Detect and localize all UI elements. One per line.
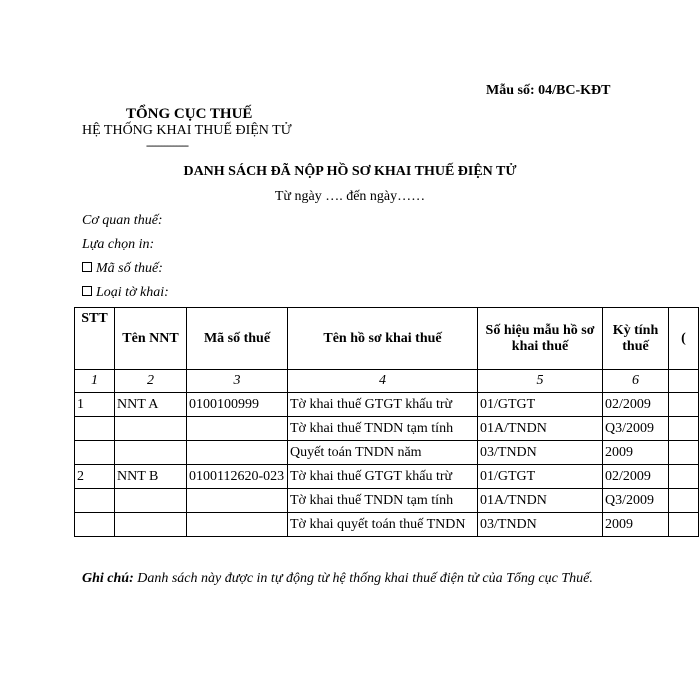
declarations-table — [74, 307, 699, 537]
column-number: 1 — [75, 370, 115, 393]
column-header: Tên NNT — [115, 308, 187, 370]
table-cell: 02/2009 — [603, 465, 669, 489]
column-number: 4 — [288, 370, 478, 393]
table-cell: 0100112620-023 — [187, 465, 288, 489]
table-cell: NNT B — [115, 465, 187, 489]
table-cell — [115, 441, 187, 465]
table-row — [75, 441, 699, 465]
table-cell: 1 — [75, 393, 115, 417]
print-choice-label: Lựa chọn in: — [82, 237, 155, 252]
table-cell: 01A/TNDN — [478, 489, 603, 513]
declaration-type-option-label: Loại tờ khai: — [96, 285, 169, 300]
column-header: STT — [75, 308, 115, 370]
table-row — [75, 393, 699, 417]
table-cell: Quyết toán TNDN năm — [288, 441, 478, 465]
table-cell: 02/2009 — [603, 393, 669, 417]
table-cell — [187, 513, 288, 537]
table-cell — [187, 417, 288, 441]
column-header: Số hiệu mẫu hồ sơ khai thuế — [478, 308, 603, 370]
table-cell — [669, 489, 699, 513]
table-cell — [115, 489, 187, 513]
checkbox-icon[interactable] — [82, 262, 92, 272]
table-cell: Tờ khai thuế TNDN tạm tính — [288, 489, 478, 513]
table-row — [75, 489, 699, 513]
table-cell: 2 — [75, 465, 115, 489]
table-cell: 0100100999 — [187, 393, 288, 417]
footnote-label: Ghi chú: — [82, 571, 134, 586]
column-number — [669, 370, 699, 393]
column-header: Mã số thuế — [187, 308, 288, 370]
table-cell: Tờ khai thuế GTGT khấu trừ — [288, 393, 478, 417]
document-title: DANH SÁCH ĐÃ NỘP HỒ SƠ KHAI THUẾ ĐIỆN TỬ — [183, 164, 517, 179]
column-number: 5 — [478, 370, 603, 393]
table-cell — [115, 417, 187, 441]
table-cell: NNT A — [115, 393, 187, 417]
footnote — [82, 570, 622, 588]
table-cell: 01/GTGT — [478, 393, 603, 417]
table-cell — [669, 465, 699, 489]
table-cell — [75, 513, 115, 537]
table-cell — [669, 417, 699, 441]
table-cell: 03/TNDN — [478, 441, 603, 465]
table-cell: Tờ khai thuế GTGT khấu trừ — [288, 465, 478, 489]
tax-code-option[interactable] — [82, 261, 163, 277]
table-cell: 01A/TNDN — [478, 417, 603, 441]
table-cell: 03/TNDN — [478, 513, 603, 537]
form-code: Mẫu số: 04/BC-KĐT — [486, 83, 611, 98]
table-cell: 01/GTGT — [478, 465, 603, 489]
system-name: HỆ THỐNG KHAI THUẾ ĐIỆN TỬ — [82, 123, 292, 138]
table-cell: 2009 — [603, 513, 669, 537]
table-cell — [75, 441, 115, 465]
column-header: Kỳ tính thuế — [603, 308, 669, 370]
table-cell — [75, 489, 115, 513]
table-cell — [669, 513, 699, 537]
column-header: ( — [669, 308, 699, 370]
column-number: 6 — [603, 370, 669, 393]
table-cell: Tờ khai quyết toán thuế TNDN — [288, 513, 478, 537]
column-header: Tên hồ sơ khai thuế — [288, 308, 478, 370]
declaration-type-option[interactable] — [82, 285, 169, 301]
table-cell: 2009 — [603, 441, 669, 465]
org-name: TỔNG CỤC THUẾ — [126, 106, 253, 122]
table-row — [75, 465, 699, 489]
column-number: 2 — [115, 370, 187, 393]
table-row — [75, 513, 699, 537]
table-cell — [187, 441, 288, 465]
table-cell — [115, 513, 187, 537]
table-cell: Q3/2009 — [603, 489, 669, 513]
checkbox-icon[interactable] — [82, 286, 92, 296]
table-cell: Q3/2009 — [603, 417, 669, 441]
table-cell — [669, 393, 699, 417]
column-number: 3 — [187, 370, 288, 393]
table-header-row — [75, 308, 699, 370]
tax-office-label: Cơ quan thuế: — [82, 213, 163, 228]
tax-code-option-label: Mã số thuế: — [96, 261, 163, 276]
table-cell: Tờ khai thuế TNDN tạm tính — [288, 417, 478, 441]
table-cell — [669, 441, 699, 465]
table-cell — [75, 417, 115, 441]
table-cell — [187, 489, 288, 513]
header-separator: -------------- — [146, 138, 188, 152]
date-range: Từ ngày …. đến ngày…… — [274, 189, 426, 204]
column-number-row — [75, 370, 699, 393]
footnote-text: Danh sách này được in tự động từ hệ thống khai thuế điện tử của Tổng cục Thuế. — [137, 571, 593, 586]
table-row — [75, 417, 699, 441]
